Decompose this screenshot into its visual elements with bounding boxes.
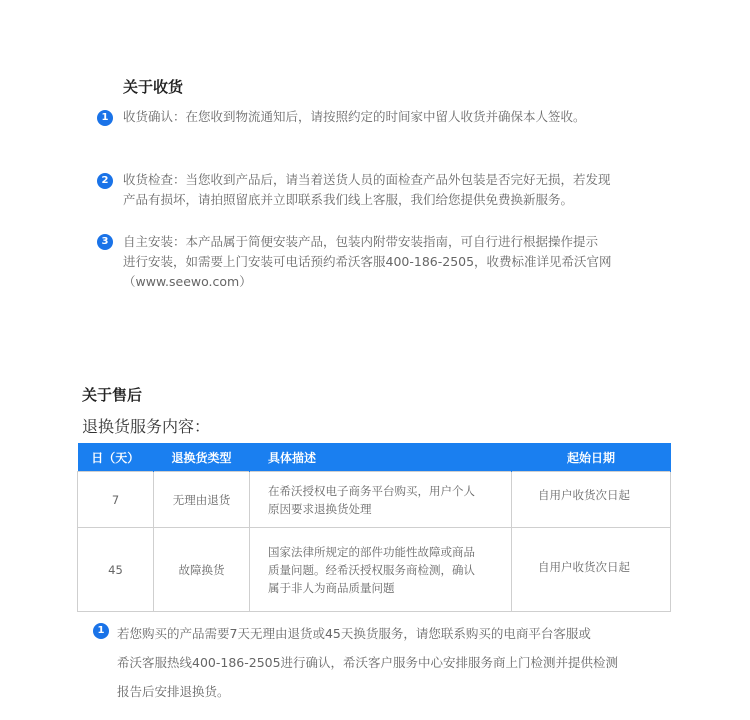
aftersale-section-title: 关于售后 bbox=[82, 386, 143, 404]
receipt-section-title: 关于收货 bbox=[123, 78, 184, 96]
step-number-badge: 1 bbox=[97, 110, 113, 126]
description-line: 原因要求退换货处理 bbox=[268, 501, 372, 516]
receipt-check-line: 收货检查：当您收到产品后，请当着送货人员的面检查产品外包装是否完好无损，若发现 bbox=[123, 172, 611, 187]
receipt-confirm-line: 收货确认：在您收到物流通知后，请按照约定的时间家中留人收货并确保本人签收。 bbox=[123, 109, 586, 124]
note-line: 希沃客服热线400-186-2505进行确认，希沃客户服务中心安排服务商上门检测并提供检测 bbox=[117, 655, 619, 670]
return-policy-table bbox=[77, 443, 671, 612]
description-line: 质量问题。经希沃授权服务商检测，确认 bbox=[268, 562, 475, 577]
cell-start-date: 自用户收货次日起 bbox=[512, 472, 671, 528]
aftersale-note-text bbox=[117, 619, 618, 706]
receipt-check-text bbox=[123, 170, 611, 210]
receipt-install-text bbox=[123, 232, 612, 292]
note-line: 报告后安排退换货。 bbox=[117, 684, 230, 699]
table-row bbox=[78, 528, 671, 612]
return-service-subtitle: 退换货服务内容： bbox=[82, 417, 211, 436]
description-line: 国家法律所规定的部件功能性故障或商品 bbox=[268, 544, 475, 559]
table-header-row bbox=[78, 443, 671, 472]
header-type: 退换货类型 bbox=[154, 443, 250, 472]
cell-description bbox=[250, 472, 512, 528]
cell-description bbox=[250, 528, 512, 612]
receipt-install-line: 进行安装，如需要上门安装可电话预约希沃客服400-186-2505，收费标准详见希沃官网 bbox=[123, 254, 612, 269]
receipt-install-line: （www.seewo.com） bbox=[123, 274, 252, 289]
cell-type: 故障换货 bbox=[154, 528, 250, 612]
receipt-check-line: 产品有损坏，请拍照留底并立即联系我们线上客服，我们给您提供免费换新服务。 bbox=[123, 192, 574, 207]
cell-type: 无理由退货 bbox=[154, 472, 250, 528]
table-row bbox=[78, 472, 671, 528]
note-line: 若您购买的产品需要7天无理由退货或45天换货服务，请您联系购买的电商平台客服或 bbox=[117, 626, 591, 641]
description-line: 属于非人为商品质量问题 bbox=[268, 580, 395, 595]
header-days: 日（天） bbox=[78, 443, 154, 472]
cell-days: 7 bbox=[78, 472, 154, 528]
note-number-badge: 1 bbox=[93, 623, 109, 639]
receipt-confirm-text bbox=[123, 107, 586, 127]
description-line: 在希沃授权电子商务平台购买，用户个人 bbox=[268, 483, 475, 498]
header-description: 具体描述 bbox=[250, 443, 512, 472]
step-number-badge: 3 bbox=[97, 234, 113, 250]
header-start-date: 起始日期 bbox=[512, 443, 671, 472]
receipt-install-line: 自主安装：本产品属于简便安装产品，包装内附带安装指南，可自行进行根据操作提示 bbox=[123, 234, 599, 249]
cell-start-date: 自用户收货次日起 bbox=[512, 528, 671, 612]
step-number-badge: 2 bbox=[97, 173, 113, 189]
cell-days: 45 bbox=[78, 528, 154, 612]
